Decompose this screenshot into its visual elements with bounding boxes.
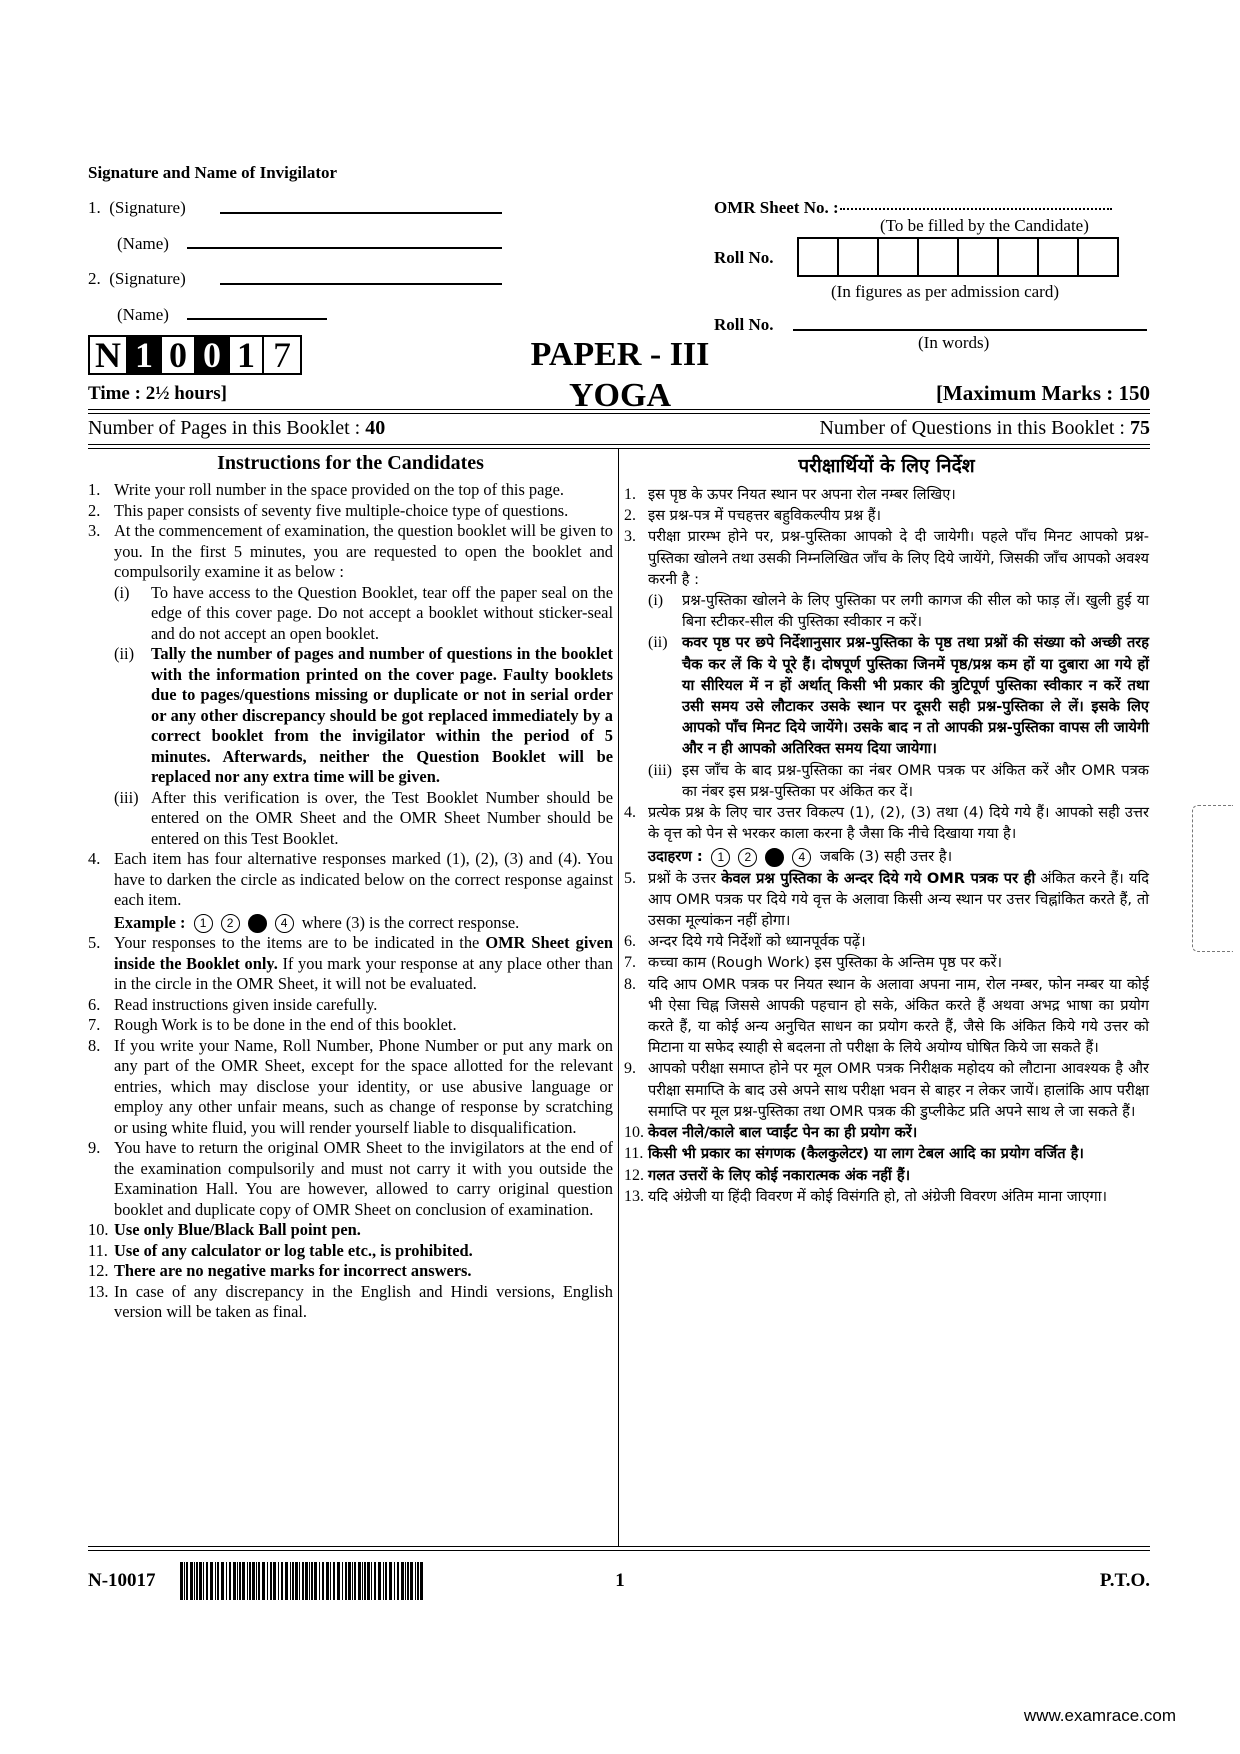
- hindi-instruction-8: [624, 974, 1149, 1059]
- row-number: 2.: [88, 269, 101, 288]
- hindi-instruction-3: [624, 526, 1149, 590]
- item-text-bold: OMR Sheet given inside the Booklet only.: [114, 933, 613, 973]
- hindi-instruction-5: [624, 868, 1149, 932]
- divider: [88, 448, 1150, 449]
- hindi-instruction-4: [624, 802, 1149, 844]
- divider: [88, 1546, 1150, 1547]
- instruction-2: [88, 501, 613, 522]
- item-text: In case of any discrepancy in the English and Hindi versions, English version will be taken as final.: [114, 1281, 613, 1322]
- item-number: (iii): [648, 761, 672, 779]
- row-number: 1.: [88, 198, 101, 217]
- omr-sheet-note: (To be filled by the Candidate): [880, 216, 1089, 235]
- item-text: आपको परीक्षा समाप्त होने पर मूल OMR पत्रक निरीक्षक महोदय को लौटाना आवश्यक है और परीक्षा समाप्ति के बाद उसे अपने साथ परीक्षा भवन से बाहर न लेकर जायें। हालांकि आप परीक्षा समाप्ति पर मूल प्रश्न-पुस्तिका तथा OMR पत्रक की डुप्लीकेट प्रति अपने साथ ले जा सकते हैं।: [648, 1060, 1149, 1120]
- item-text: इस पृष्ठ के ऊपर नियत स्थान पर अपना रोल नम्बर लिखिए।: [648, 486, 956, 503]
- divider: [88, 444, 1150, 445]
- item-number: 2.: [88, 500, 101, 520]
- item-number: (ii): [648, 634, 668, 652]
- item-number: 1.: [624, 486, 636, 503]
- invigilator-heading: Signature and Name of Invigilator: [88, 163, 338, 182]
- hindi-instruction-3-i: [648, 590, 1149, 632]
- item-text: यदि अंग्रेजी या हिंदी विवरण में कोई विसंगति हो, तो अंग्रेजी विवरण अंतिम माना जाएगा।: [648, 1187, 1108, 1205]
- item-number: 10.: [624, 1124, 644, 1142]
- cut-mark: [1192, 805, 1233, 952]
- option-2-circle: 2: [738, 848, 757, 867]
- instruction-3: [88, 521, 613, 583]
- item-text: इस जाँच के बाद प्रश्न-पुस्तिका का नंबर OMR पत्रक पर अंकित करें और OMR पत्रक का नंबर इस प्रश्न-पुस्तिका पर अंकित कर दें।: [682, 761, 1149, 800]
- roll-words-note: (In words): [918, 333, 990, 352]
- item-number: (iii): [114, 787, 139, 807]
- item-number: 2.: [624, 507, 636, 525]
- item-number: 13.: [88, 1281, 109, 1301]
- item-number: 11.: [624, 1145, 644, 1163]
- item-text: At the commencement of examination, the question booklet will be given to you. In the first 5 minutes, you are requested to open the booklet and compulsorily examine it as below :: [114, 521, 613, 581]
- divider: [88, 413, 1150, 414]
- roll-digit-box[interactable]: [957, 237, 999, 277]
- invigilator-2-signature[interactable]: [88, 268, 186, 289]
- item-number: (i): [648, 592, 664, 610]
- hindi-instruction-11: [624, 1143, 1149, 1164]
- code-box: 7: [262, 335, 302, 375]
- paper-title: PAPER - III: [530, 336, 710, 373]
- item-number: 3.: [88, 521, 101, 540]
- instruction-11: [88, 1241, 613, 1262]
- response-example: [88, 913, 613, 934]
- example-label: उदाहरण :: [648, 848, 703, 866]
- invigilator-1-name-label: (Name): [117, 234, 169, 253]
- item-text: अन्दर दिये गये निर्देशों को ध्यानपूर्वक पढ़ें।: [648, 933, 866, 951]
- item-number: 9.: [624, 1060, 636, 1078]
- invigilator-2-name-line[interactable]: [187, 302, 327, 320]
- booklet-code-boxes: [88, 335, 302, 375]
- item-text: यदि आप OMR पत्रक पर नियत स्थान के अलावा अपना नाम, रोल नम्बर, फोन नम्बर या कोई भी ऐसा चिह्न जिससे आपकी पहचान हो सके, अंकित करते हैं अथवा अभद्र भाषा का प्रयोग करते हैं, या कोई अन्य अनुचित साधन का प्रयोग करते हैं, जैसे कि अंकित किये गये उत्तर को मिटाना या सफेद स्याही से बदलना तो परीक्षा के लिये अयोग्य घोषित किये जा सकते हैं।: [648, 975, 1150, 1057]
- code-box: N: [88, 335, 128, 375]
- item-text: Tally the number of pages and number of questions in the booklet with the information printed on the cover page. Faulty booklets due to pages/questions missing or duplicate or not in serial order or any other discrepancy should be got replaced immediately by a correct booklet from the invigilator within the period of 5 minutes. Afterwards, neither the Question Booklet will be replaced nor any extra time will be given.: [151, 644, 613, 786]
- code-box: 0: [160, 335, 196, 375]
- invigilator-1-signature[interactable]: [88, 197, 186, 218]
- item-text: प्रश्न-पुस्तिका खोलने के लिए पुस्तिका पर लगी कागज की सील को फाड़ लें। खुली हुई या बिना स्टीकर-सील की पुस्तिका स्वीकार न करें।: [682, 592, 1149, 631]
- column-separator: [618, 448, 619, 1546]
- pages-count: [88, 417, 385, 440]
- questions-label: Number of Questions in this Booklet :: [819, 417, 1130, 439]
- instruction-3-iii: [114, 788, 613, 850]
- questions-count: [819, 417, 1150, 440]
- item-text: If you mark your response at any place other than in the circle in the OMR Sheet, it will not be evaluated.: [114, 953, 613, 994]
- item-text: प्रत्येक प्रश्न के लिए चार उत्तर विकल्प (1), (2), (3) तथा (4) दिये गये हैं। आपको सही उत्तर के वृत्त को पेन से भरकर काला करना है जैसा कि नीचे दिखाया गया है।: [648, 804, 1149, 843]
- roll-words-label: Roll No.: [714, 315, 774, 334]
- omr-sheet-no-label: OMR Sheet No. :: [714, 198, 839, 217]
- hindi-instruction-9: [624, 1058, 1149, 1122]
- hindi-instruction-1: [624, 484, 1149, 505]
- maximum-marks: [Maximum Marks : 150: [935, 381, 1150, 405]
- hindi-instruction-3-iii: [648, 760, 1149, 802]
- item-number: 8.: [624, 975, 636, 993]
- item-number: 7.: [88, 1015, 101, 1035]
- item-number: 5.: [88, 933, 101, 953]
- hindi-instructions: [624, 484, 1149, 1207]
- english-heading: Instructions for the Candidates: [217, 452, 484, 474]
- item-number: 12.: [88, 1261, 109, 1281]
- item-text: अंकित करने हैं। यदि आप OMR पत्रक पर दिये गये वृत्त के अलावा किसी अन्य स्थान पर उत्तर चिह्नांकित करते हैं, तो उसका मूल्यांकन नहीं होगा।: [648, 869, 1150, 930]
- item-number: 1.: [88, 480, 101, 499]
- option-1-circle: 1: [194, 914, 213, 933]
- roll-no-boxes[interactable]: [797, 237, 1119, 277]
- code-box: 1: [228, 335, 264, 375]
- instruction-13: [88, 1282, 613, 1323]
- english-instructions: [88, 480, 613, 1323]
- time-allowed: Time : 2½ hours]: [88, 383, 227, 404]
- hindi-heading: परीक्षार्थियों के लिए निर्देश: [798, 455, 975, 477]
- option-3-filled-circle: [765, 848, 784, 867]
- item-text: Read instructions given inside carefully.: [114, 994, 378, 1014]
- roll-no-label: Roll No.: [714, 248, 774, 267]
- code-box: 1: [126, 335, 162, 375]
- roll-words-line[interactable]: [793, 313, 1147, 331]
- item-text: गलत उत्तरों के लिए कोई नकारात्मक अंक नहीं हैं।: [648, 1166, 911, 1184]
- item-number: 6.: [88, 994, 101, 1014]
- invigilator-1-signature-line[interactable]: [220, 196, 502, 214]
- item-number: 6.: [624, 933, 636, 951]
- item-number: 5.: [624, 869, 636, 887]
- item-text: किसी भी प्रकार का संगणक (कैलकुलेटर) या लाग टेबल आदि का प्रयोग वर्जित है।: [648, 1145, 1084, 1163]
- hindi-instruction-6: [624, 931, 1149, 952]
- questions-value: 75: [1130, 417, 1150, 439]
- item-number: 4.: [88, 849, 101, 868]
- item-number: 9.: [88, 1138, 101, 1158]
- item-text: Your responses to the items are to be indicated in the: [114, 933, 486, 953]
- item-number: 7.: [624, 954, 636, 972]
- omr-sheet-no-field[interactable]: [840, 208, 1112, 210]
- invigilator-2-name-label: (Name): [117, 305, 169, 324]
- roll-digit-box[interactable]: [1037, 237, 1079, 277]
- item-number: 4.: [624, 804, 636, 822]
- instruction-7: [88, 1015, 613, 1036]
- item-text: Use only Blue/Black Ball point pen.: [114, 1220, 361, 1240]
- item-text: कवर पृष्ठ पर छपे निर्देशानुसार प्रश्न-पुस्तिका के पृष्ठ तथा प्रश्नों की संख्या को अच्छी तरह चैक कर लें कि ये पूरे हैं। दोषपूर्ण पुस्तिका जिनमें पृष्ठ/प्रश्न कम हों या दुबारा आ गये हों या सीरियल में न हों अर्थात् किसी भी प्रकार की त्रुटिपूर्ण पुस्तिका स्वीकार न करें तथा उसी समय उसे लौटाकर उसके स्थान पर दूसरी सही प्रश्न-पुस्तिका ले लें। इसके लिए आपको पाँच मिनट दिये जायेंगे। उसके बाद न तो आपकी प्रश्न-पुस्तिका वापस ली जायेगी और न ही आपको अतिरिक्त समय दिया जायेगा।: [682, 634, 1149, 758]
- item-text-bold: केवल प्रश्न पुस्तिका के अन्दर दिये गये OMR पत्रक पर ही: [721, 869, 1036, 887]
- divider: [88, 409, 1150, 410]
- item-text: After this verification is over, the Test Booklet Number should be entered on the OMR Sheet and the OMR Sheet Number should be entered on this Test Booklet.: [151, 787, 613, 848]
- item-text: प्रश्नों के उत्तर: [648, 869, 722, 887]
- barcode-icon: [180, 1562, 426, 1600]
- instruction-1: [88, 480, 613, 501]
- hindi-instruction-13: [624, 1186, 1149, 1207]
- invigilator-1-name-line[interactable]: [187, 231, 502, 249]
- example-text: where (3) is the correct response.: [301, 912, 520, 932]
- item-number: (i): [114, 582, 130, 602]
- instruction-5: [88, 933, 613, 995]
- hindi-instruction-10: [624, 1122, 1149, 1143]
- item-text: Rough Work is to be done in the end of this booklet.: [114, 1015, 457, 1035]
- instruction-4: [88, 849, 613, 911]
- option-3-filled-circle: [248, 914, 267, 933]
- roll-digit-box[interactable]: [797, 237, 839, 277]
- example-label: Example :: [114, 912, 186, 932]
- instruction-9: [88, 1138, 613, 1220]
- instruction-6: [88, 995, 613, 1016]
- roll-digit-box[interactable]: [1077, 237, 1119, 277]
- instruction-3-i: [114, 583, 613, 645]
- item-text: केवल नीले/काले बाल प्वाईंट पेन का ही प्रयोग करें।: [648, 1124, 918, 1142]
- item-number: 8.: [88, 1035, 101, 1055]
- roll-digit-box[interactable]: [877, 237, 919, 277]
- item-number: 13.: [624, 1187, 644, 1205]
- signature-label: (Signature): [109, 198, 186, 217]
- item-number: 10.: [88, 1220, 109, 1240]
- page-number: 1: [615, 1570, 625, 1591]
- footer-code: N-10017: [88, 1570, 156, 1591]
- roll-digit-box[interactable]: [837, 237, 879, 277]
- item-text: इस प्रश्न-पत्र में पचहत्तर बहुविकल्पीय प्रश्न हैं।: [648, 507, 882, 525]
- option-1-circle: 1: [711, 848, 730, 867]
- pages-label: Number of Pages in this Booklet :: [88, 417, 366, 439]
- instruction-12: [88, 1261, 613, 1282]
- item-number: 11.: [88, 1240, 108, 1260]
- item-text: If you write your Name, Roll Number, Phone Number or put any mark on any part of the OMR Sheet, except for the space allotted for the relevant entries, which may disclose your identity, or use abusive language or employ any other unfair means, such as change of response by scratching or using white fluid, you will render yourself liable to disqualification.: [114, 1035, 613, 1137]
- instruction-8: [88, 1036, 613, 1139]
- pages-value: 40: [365, 417, 386, 439]
- option-2-circle: 2: [221, 914, 240, 933]
- example-text: जबकि (3) सही उत्तर है।: [820, 848, 953, 866]
- paper-subject: YOGA: [569, 377, 671, 414]
- signature-label: (Signature): [109, 269, 186, 288]
- hindi-instruction-7: [624, 952, 1149, 973]
- roll-figures-note: (In figures as per admission card): [831, 282, 1060, 301]
- option-4-circle: 4: [275, 914, 294, 933]
- divider: [88, 1550, 1150, 1551]
- pto: P.T.O.: [1099, 1570, 1150, 1591]
- item-number: (ii): [114, 644, 135, 663]
- roll-digit-box[interactable]: [917, 237, 959, 277]
- hindi-response-example: [624, 846, 1149, 867]
- item-number: 12.: [624, 1166, 644, 1184]
- item-text: Write your roll number in the space provided on the top of this page.: [114, 480, 564, 499]
- code-box: 0: [194, 335, 230, 375]
- item-number: 3.: [624, 528, 636, 546]
- item-text: कच्चा काम (Rough Work) इस पुस्तिका के अन्तिम पृष्ठ पर करें।: [648, 954, 1002, 972]
- item-text: To have access to the Question Booklet, tear off the paper seal on the edge of this cover page. Do not accept a booklet without sticker-seal and do not accept an open booklet.: [151, 582, 613, 643]
- hindi-instruction-2: [624, 505, 1149, 526]
- hindi-instruction-12: [624, 1165, 1149, 1186]
- invigilator-2-signature-line[interactable]: [220, 267, 502, 285]
- item-text: You have to return the original OMR Sheet to the invigilators at the end of the examination compulsorily and must not carry it with you outside the Examination Hall. You are however, allowed to carry original question booklet and duplicate copy of OMR Sheet on conclusion of examination.: [114, 1138, 613, 1219]
- instruction-10: [88, 1220, 613, 1241]
- item-text: This paper consists of seventy five multiple-choice type of questions.: [114, 500, 569, 520]
- item-text: Use of any calculator or log table etc., is prohibited.: [114, 1240, 473, 1260]
- roll-digit-box[interactable]: [997, 237, 1039, 277]
- item-text: Each item has four alternative responses marked (1), (2), (3) and (4). You have to darken the circle as indicated below on the correct response against each item.: [114, 849, 613, 909]
- item-text: There are no negative marks for incorrect answers.: [114, 1261, 472, 1281]
- website-watermark: www.examrace.com: [1023, 1706, 1176, 1725]
- item-text: परीक्षा प्रारम्भ होने पर, प्रश्न-पुस्तिका आपको दे दी जायेगी। पहले पाँच मिनट आपको प्रश्न-पुस्तिका खोलने तथा उसकी निम्नलिखित जाँच के लिए दिये जायेंगे, जिसकी जाँच आपको अवश्य करनी है :: [648, 528, 1149, 588]
- option-4-circle: 4: [792, 848, 811, 867]
- instruction-3-ii: [114, 644, 613, 788]
- hindi-instruction-3-ii: [648, 632, 1149, 759]
